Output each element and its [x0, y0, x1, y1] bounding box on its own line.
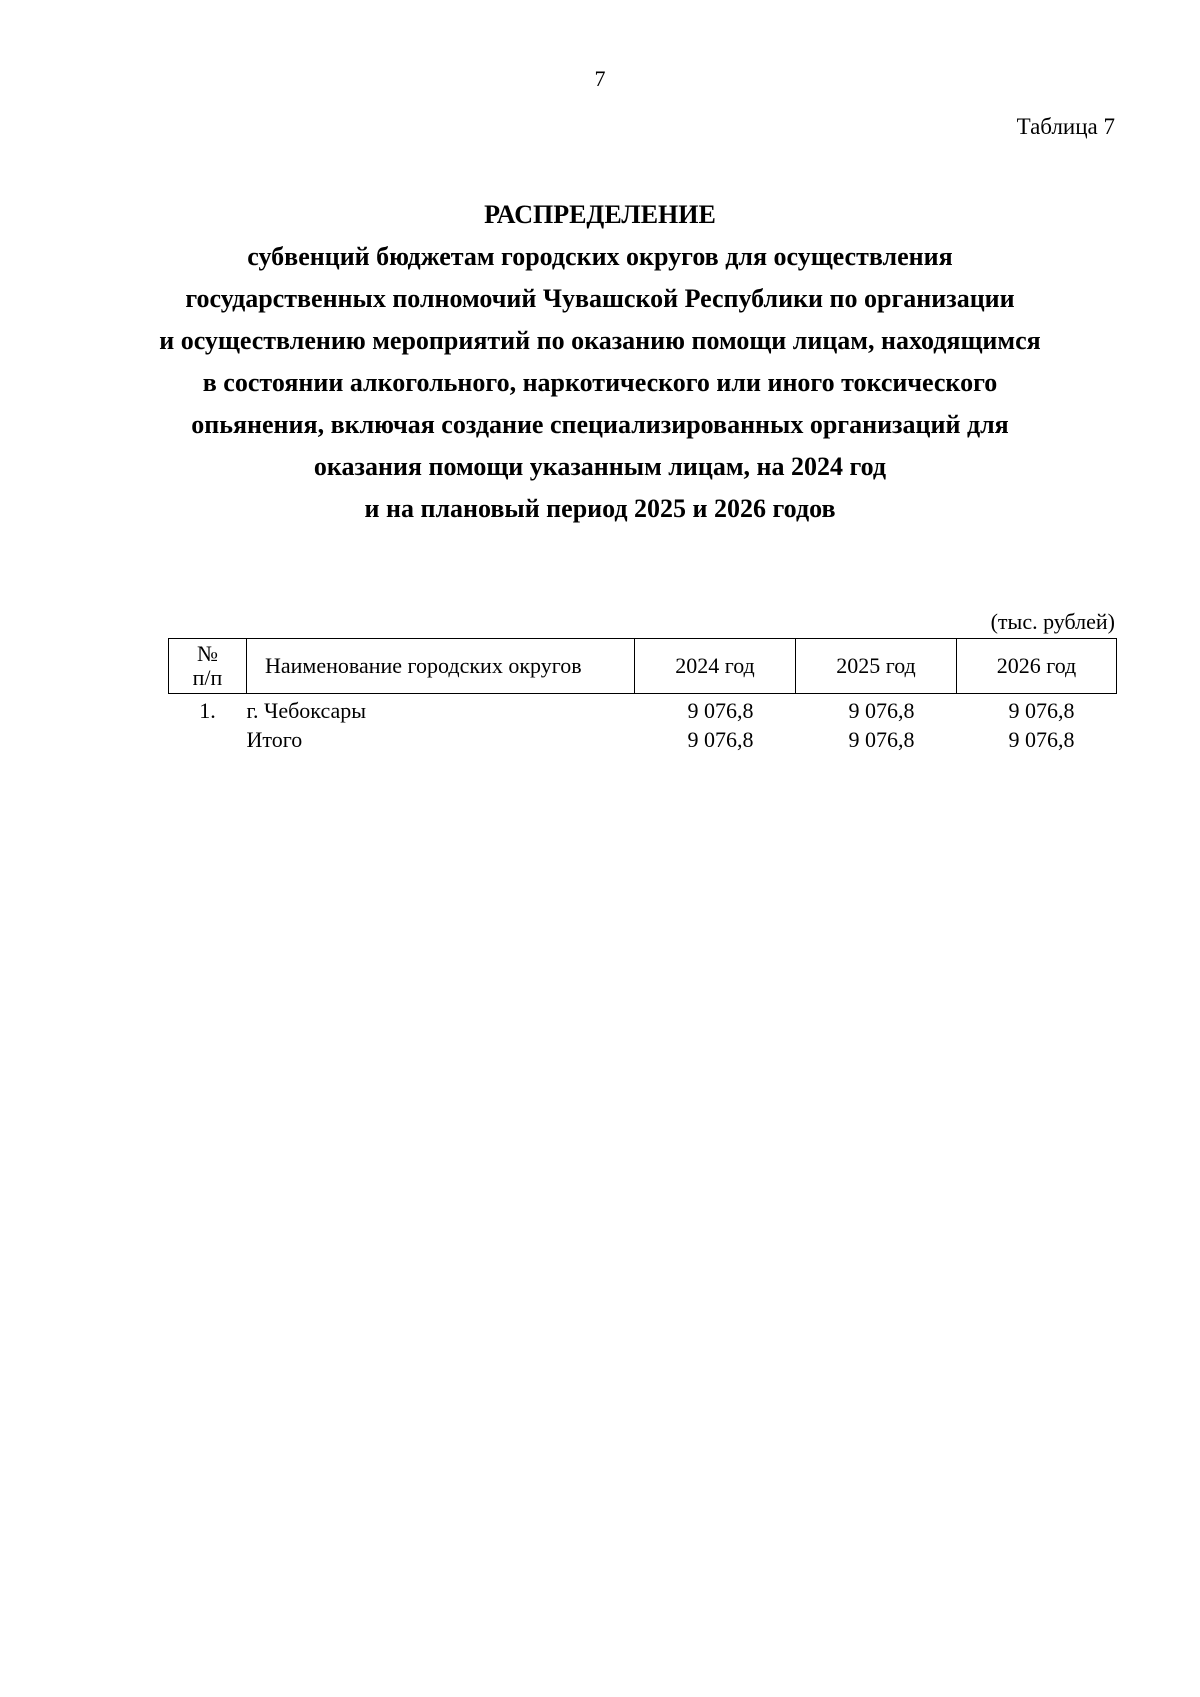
- distribution-table: [168, 638, 1117, 754]
- title-line: субвенций бюджетам городских округов для осуществления: [247, 242, 953, 271]
- title-line: РАСПРЕДЕЛЕНИЕ: [484, 200, 716, 229]
- document-title: [100, 194, 1100, 530]
- column-header-2026: 2026 год: [957, 639, 1117, 694]
- column-header-2025: 2025 год: [796, 639, 957, 694]
- title-line: опьянения, включая создание специализированных организаций для: [191, 410, 1009, 439]
- row-value-2025: 9 076,8: [848, 727, 915, 752]
- table-header-row: [169, 639, 1117, 694]
- title-line: оказания помощи указанным лицам, на 2024 год: [313, 452, 887, 481]
- title-line: в состоянии алкогольного, наркотического или иного токсического: [202, 368, 998, 397]
- row-value-2026: 9 076,8: [1008, 698, 1075, 723]
- row-value-2024: 9 076,8: [687, 698, 754, 723]
- units-label: (тыс. рублей): [990, 609, 1115, 634]
- row-value-2026: 9 076,8: [1008, 727, 1075, 752]
- page-number: 7: [594, 66, 606, 91]
- row-value-2024: 9 076,8: [687, 727, 754, 752]
- table-label: Таблица 7: [1016, 114, 1115, 139]
- title-line: и осуществлению мероприятий по оказанию помощи лицам, находящимся: [159, 326, 1041, 355]
- column-header-number-line2: п/п: [192, 665, 223, 690]
- row-name: г. Чебоксары: [246, 698, 367, 723]
- row-value-2025: 9 076,8: [848, 698, 915, 723]
- column-header-number-line1: №: [197, 641, 218, 666]
- row-name: Итого: [246, 727, 303, 752]
- title-line: и на плановый период 2025 и 2026 годов: [364, 494, 836, 523]
- column-header-name: Наименование городских округов: [247, 639, 635, 694]
- row-number: 1.: [199, 698, 216, 723]
- column-header-number: [169, 639, 247, 694]
- title-line: государственных полномочий Чувашской Республики по организации: [185, 284, 1015, 313]
- row-number: [169, 725, 247, 754]
- table-row-total: [169, 725, 1117, 754]
- column-header-2024: 2024 год: [635, 639, 796, 694]
- table-row: [169, 694, 1117, 726]
